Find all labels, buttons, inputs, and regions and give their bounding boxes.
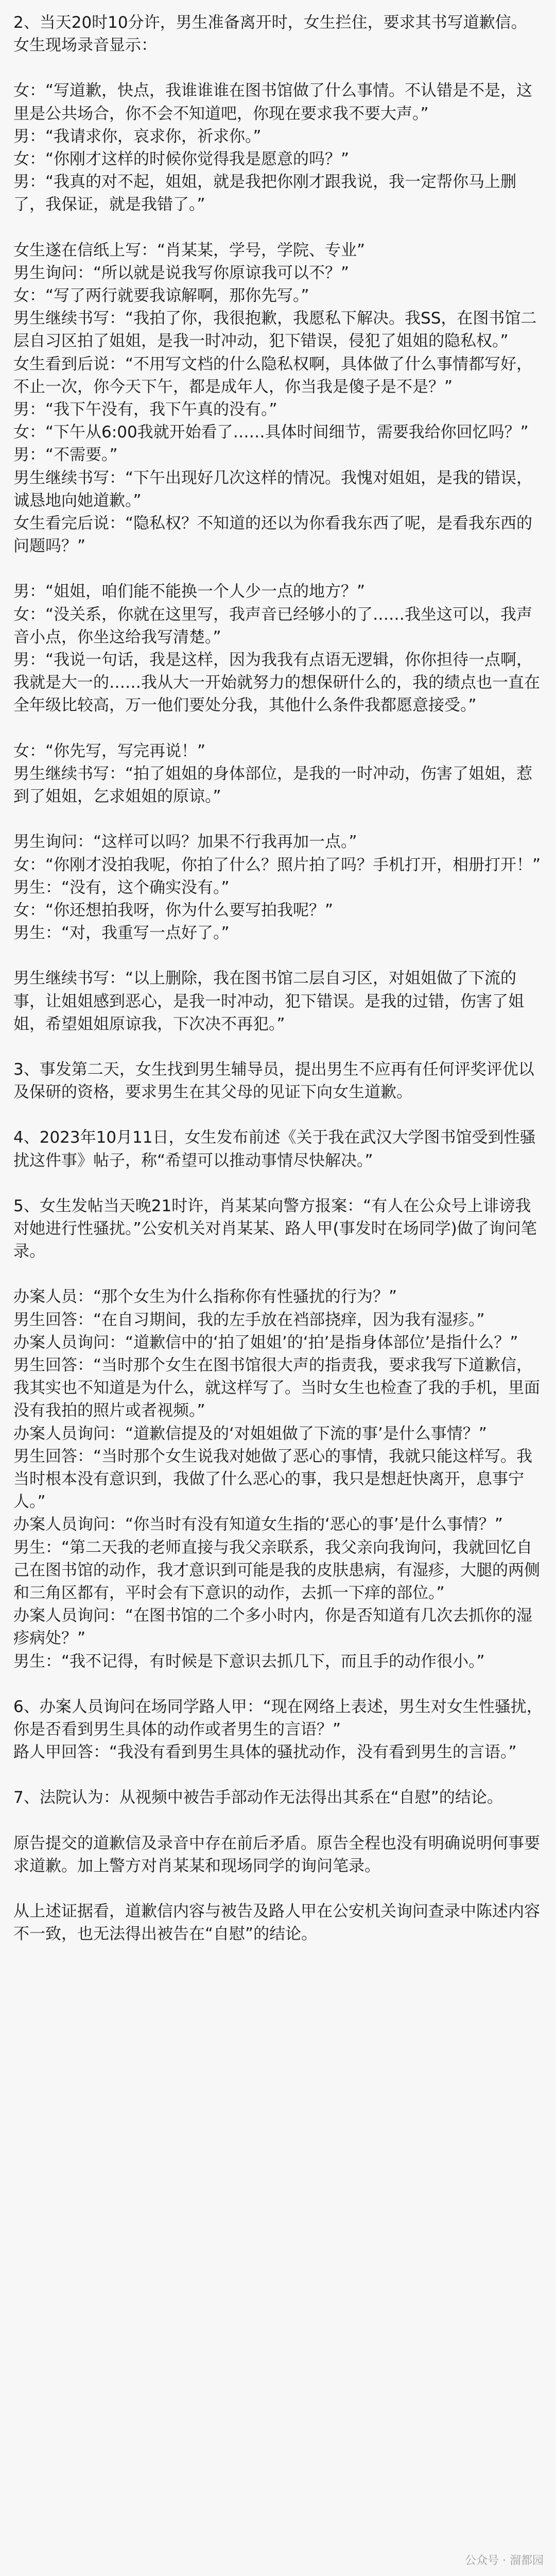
text-line: 男生继续书写：“下午出现好几次这样的情况。我愧对姐姐，是我的错误，诚恳地向她道歉。” bbox=[13, 468, 533, 510]
text-line: 从上述证据看，道歉信内容与被告及路人甲在公安机关询问查录中陈述内容不一致，也无法得出被告在“自慰”的结论。 bbox=[13, 1902, 540, 1944]
text-line: 路人甲回答：“我没有看到男生具体的骚扰动作，没有看到男生的言语。” bbox=[13, 1743, 517, 1762]
text-line: 男生询问：“所以就是说我写你原谅我可以不？” bbox=[13, 263, 350, 282]
text-line: 男生回答：“当时那个女生在图书馆很大声的指责我，要求我写下道歉信，我其实也不知道是为什么，就这样写了。当时女生也检查了我的手机，里面没有我拍的照片或者视频。” bbox=[13, 1355, 540, 1420]
text-line: 5、女生发帖当天晚21时许，肖某某向警方报案：“有人在公众号上诽谤我对她进行性骚扰。”公安机关对肖某某、路人甲(事发时在场同学)做了询问笔录。 bbox=[13, 1196, 537, 1261]
text-line: 女生看到后说：“不用写文档的什么隐私权啊，具体做了什么事情都写好，不止一次，你今天下午，都是成年人，你当我是傻子是不是？” bbox=[13, 354, 533, 396]
text-line: 女：“你刚才没拍我呢，你拍了什么？照片拍了吗？手机打开，相册打开！” bbox=[13, 855, 541, 874]
text-line: 男：“姐姐，咱们能不能换一个人少一点的地方？” bbox=[13, 582, 366, 601]
text-line: 男生继续书写：“拍了姐姐的身体部位，是我的一时冲动，伤害了姐姐，惹到了姐姐，乞求姐姐的原谅。” bbox=[13, 764, 533, 806]
paragraph bbox=[13, 580, 543, 717]
text-line: 办案人员询问：“道歉信中的‘拍了姐姐’的‘拍’是指身体部位’是指什么？” bbox=[13, 1333, 518, 1352]
text-line: 女：“写了两行就要我谅解啊，那你先写。” bbox=[13, 286, 309, 306]
paragraph bbox=[13, 831, 543, 944]
text-line: 7、法院认为：从视频中被告手部动作无法得出其系在“自慰”的结论。 bbox=[13, 1788, 503, 1807]
text-line: 女生看完后说：“隐私权？不知道的还以为你看我东西了呢，是看我东西的问题吗？” bbox=[13, 514, 533, 556]
text-line: 女：“你刚才这样的时候你觉得我是愿意的吗？” bbox=[13, 150, 350, 169]
text-line: 女生遂在信纸上写：“肖某某，学号，学院、专业” bbox=[13, 241, 366, 260]
text-line: 男生回答：“在自习期间，我的左手放在裆部挠痒，因为我有湿疹。” bbox=[13, 1310, 485, 1329]
text-line: 2、当天20时10分许，男生准备离开时，女生拦住，要求其书写道歉信。女生现场录音显示： bbox=[13, 13, 527, 55]
text-line: 女：“你还想拍我呀，你为什么要写拍我呢？” bbox=[13, 901, 334, 920]
text-line: 6、办案人员询问在场同学路人甲：“现在网络上表述，男生对女生性骚扰，你是否看到男生具体的动作或者男生的言语？” bbox=[13, 1697, 543, 1739]
text-line: 男：“不需要。” bbox=[13, 446, 118, 465]
text-line: 女：“写道歉，快点，我谁谁谁在图书馆做了什么事情。不认错是不是，这里是公共场合，你不会不知道吧，你现在要求我不要大声。” bbox=[13, 81, 533, 123]
text-line: 3、事发第二天，女生找到男生辅导员，提出男生不应再有任何评奖评优以及保研的资格，要求男生在其父母的见证下向女生道歉。 bbox=[13, 1060, 534, 1102]
text-line: 女：“没关系，你就在这里写，我声音已经够小的了……我坐这可以，我声音小点，你坐这给我写清楚。” bbox=[13, 605, 533, 647]
text-line: 男：“我下午没有，我下午真的没有。” bbox=[13, 400, 277, 419]
paragraph bbox=[13, 967, 543, 1036]
paragraph bbox=[13, 1832, 543, 1877]
text-line: 男：“我请求你，哀求你，祈求你。” bbox=[13, 127, 262, 146]
text-line: 女：“下午从6:00我就开始看了……具体时间细节，需要我给你回忆吗？” bbox=[13, 423, 529, 442]
text-line: 办案人员：“那个女生为什么指称你有性骚扰的行为？” bbox=[13, 1287, 397, 1307]
text-line: 办案人员询问：“道歉信提及的‘对姐姐做了下流的事’是什么事情？” bbox=[13, 1424, 487, 1443]
paragraph bbox=[13, 1786, 543, 1809]
text-line: 男生：“我不记得，有时候是下意识去抓几下，而且手的动作很小。” bbox=[13, 1652, 485, 1671]
text-line: 男生：“没有，这个确实没有。” bbox=[13, 878, 230, 897]
text-line: 女：“你先写，写完再说！” bbox=[13, 741, 206, 760]
text-line: 办案人员询问：“在图书馆的二个多小时内，你是否知道有几次去抓你的湿疹病处？” bbox=[13, 1606, 533, 1648]
text-line: 男：“我真的对不起，姐姐，就是我把你刚才跟我说，我一定帮你马上删了，我保证，就是我错了。” bbox=[13, 173, 517, 214]
text-line: 男生继续书写：“以上删除，我在图书馆二层自习区，对姐姐做了下流的事，让姐姐感到恶心，是我一时冲动，犯下错误。是我的过错，伤害了姐姐，希望姐姐原谅我，下次决不再犯。” bbox=[13, 969, 524, 1033]
paragraph bbox=[13, 740, 543, 808]
paragraph bbox=[13, 239, 543, 558]
text-line: 办案人员询问：“你当时有没有知道女生指的‘恶心的事’是什么事情？” bbox=[13, 1515, 503, 1534]
footer-watermark: 公众号 · 溜都园 bbox=[465, 2554, 544, 2567]
paragraph bbox=[13, 1195, 543, 1263]
paragraph bbox=[13, 11, 543, 57]
text-line: 原告提交的道歉信及录音中存在前后矛盾。原告全程也没有明确说明何事要求道歉。加上警方对肖某某和现场同学的询问笔录。 bbox=[13, 1834, 540, 1875]
paragraph bbox=[13, 1696, 543, 1764]
text-line: 男：“我说一句话，我是这样，因为我我有点语无逻辑，你你担待一点啊，我就是大一的……我从大一开始就努力的想保研什么的，我的绩点也一直在全年级比较高，万一他们要处分我，其他什么条件我都愿意接受。” bbox=[13, 651, 540, 715]
paragraph bbox=[13, 1900, 543, 1945]
text-line: 男生：“第二天我的老师直接与我父亲联系，我父亲向我询问，我就回忆自己在图书馆的动作，我才意识到可能是我的皮肤患病，有湿疹，大腿的两侧和三角区都有，平时会有下意识的动作，去抓一下痒的部位。” bbox=[13, 1538, 540, 1602]
paragraph bbox=[13, 1285, 543, 1672]
text-line: 4、2023年10月11日，女生发布前述《关于我在武汉大学图书馆受到性骚扰这件事》帖子，称“希望可以推动事情尽快解决。” bbox=[13, 1128, 536, 1170]
text-line: 男生：“对，我重写一点好了。” bbox=[13, 924, 230, 943]
text-line: 男生询问：“这样可以吗？加果不行我再加一点。” bbox=[13, 833, 357, 852]
text-line: 男生继续书写：“我拍了你，我很抱歉，我愿私下解决。我SS，在图书馆二层自习区拍了姐姐，是我一时冲动，犯下错误，侵犯了姐姐的隐私权。” bbox=[13, 309, 537, 351]
paragraph bbox=[13, 79, 543, 216]
paragraph bbox=[13, 1126, 543, 1172]
text-line: 男生回答：“当时那个女生说我对她做了恶心的事情，我就只能这样写。我当时根本没有意识到，我做了什么恶心的事，我只是想赶快离开，息事宁人。” bbox=[13, 1447, 533, 1512]
paragraph bbox=[13, 1058, 543, 1104]
